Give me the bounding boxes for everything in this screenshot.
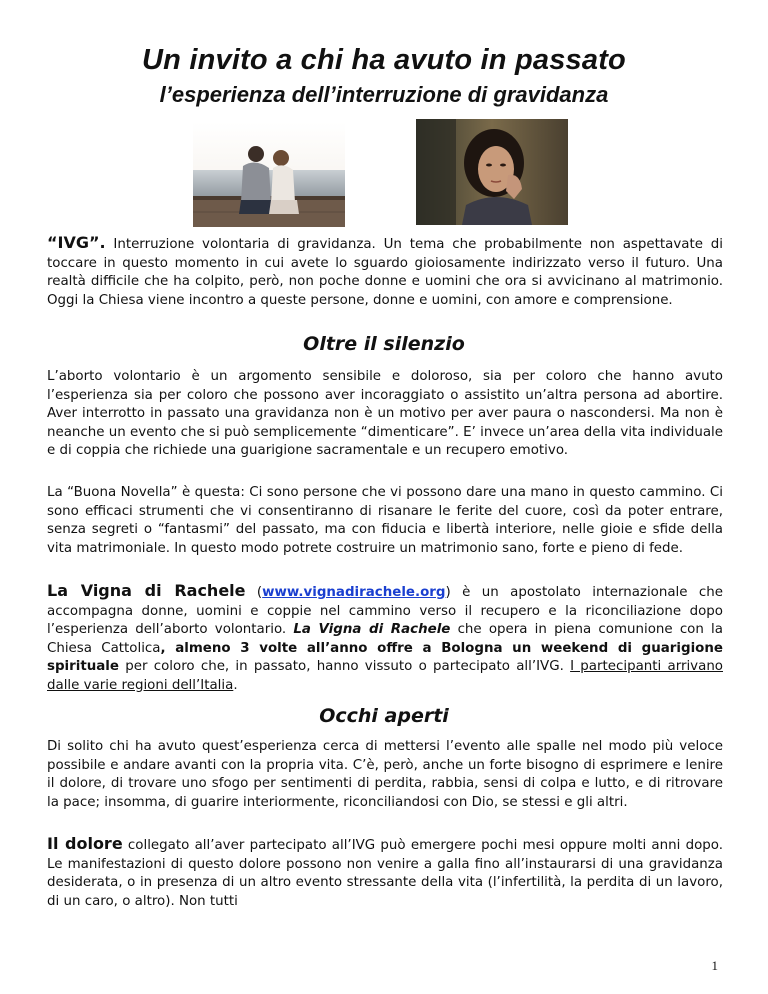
section1-paragraph-3 <box>47 582 723 695</box>
after-link-text: ) è un apostolato internazionale che accompagna donne, uomini e coppie nel cammino verso il recupero e la riconciliazione dopo l’esperienza dell’aborto volontario. <box>47 585 724 637</box>
after-bold-text: per coloro che, in passato, hanno vissuto o partecipato all’IVG. <box>118 659 571 674</box>
end-period: . <box>233 677 238 693</box>
section2-paragraph-2 <box>47 835 723 911</box>
website-link[interactable]: www.vignadirachele.org <box>262 585 446 600</box>
mid-text: che opera in piena comunione con la Chiesa Cattolica <box>47 622 723 656</box>
couple-on-pier-photo <box>193 122 345 227</box>
intro-term: “IVG”. <box>47 233 106 252</box>
section-heading-oltre-il-silenzio: Oltre il silenzio <box>303 333 465 355</box>
section-heading-occhi-aperti: Occhi aperti <box>319 705 449 727</box>
participants-underlined: I partecipanti arrivano dalle varie regioni dell’Italia <box>47 659 723 693</box>
section2-p2-text: collegato all’aver partecipato all’IVG può emergere pochi mesi oppure molti anni dopo. Le manifestazioni di questo dolore possono non venire a galla fino all’instaurarsi di una gravidanza desiderata, o in presenza di un altro evento stressante della vita (l’infertilità, la perdita di un lavoro, di un caro, o altro). Non tutti <box>47 838 723 909</box>
org-name: La Vigna di Rachele <box>47 581 246 600</box>
il-dolore-lead: Il dolore <box>47 834 123 853</box>
title-line-2: l’esperienza dell’interruzione di gravidanza <box>159 82 609 107</box>
paren-open: ( <box>245 585 263 600</box>
page-number: 1 <box>711 958 718 973</box>
section2-paragraph-1: Di solito chi ha avuto quest’esperienza cerca di mettersi l’evento alle spalle nel modo più veloce possibile e andare avanti con la propria vita. C’è, però, anche un forte bisogno di esprimere e lenire il dolore, di trovare uno sfogo per sentimenti di perdita, rabbia, sensi di colpa e lutto, e di ritrovare la pace; insomma, di guarire interiormente, riconciliandosi con Dio, se stessi e gli altri. <box>47 739 723 810</box>
section1-paragraph-1: L’aborto volontario è un argomento sensibile e doloroso, sia per coloro che hanno avuto l’esperienza sia per coloro che possono aver incoraggiato o assistito un’altra persona ad abortire. Aver interrotto in passato una gravidanza non è un motivo per aver paura o nascondersi. Ma non è neanche un evento che si può semplicemente “dimenticare”. E’ invece un’area della vita individuale e di coppia che richiede una guarigione sacramentale e un recupero emotivo. <box>47 369 723 458</box>
title-line-1: Un invito a chi ha avuto in passato <box>142 44 626 76</box>
intro-paragraph <box>47 234 723 310</box>
org-name-italic: La Vigna di Rachele <box>293 622 451 637</box>
intro-text: Interruzione volontaria di gravidanza. Un tema che probabilmente non aspettavate di toccare in questo momento in cui avete lo sguardo gioiosamente indirizzato verso il futuro. Una realtà difficile che ha colpito, però, non poche donne e uomini che ora si avvicinano al matrimonio. Oggi la Chiesa viene incontro a queste persone, donne e uomini, con amore e comprensione. <box>47 237 723 308</box>
section1-paragraph-2: La “Buona Novella” è questa: Ci sono persone che vi possono dare una mano in questo cammino. Ci sono efficaci strumenti che vi consentiranno di risanare le ferite del cuore, così da poter entrare, senza segreti o “fantasmi” del passato, ma con fiducia e libertà interiore, nelle gioie e sfide della vita matrimoniale. In questo modo potrete costruire un matrimonio sano, forte e pieno di fede. <box>47 485 723 556</box>
pensive-woman-photo <box>416 119 568 225</box>
weekend-bold-text: , almeno 3 volte all’anno offre a Bologna un weekend di guarigione spirituale <box>47 640 723 674</box>
